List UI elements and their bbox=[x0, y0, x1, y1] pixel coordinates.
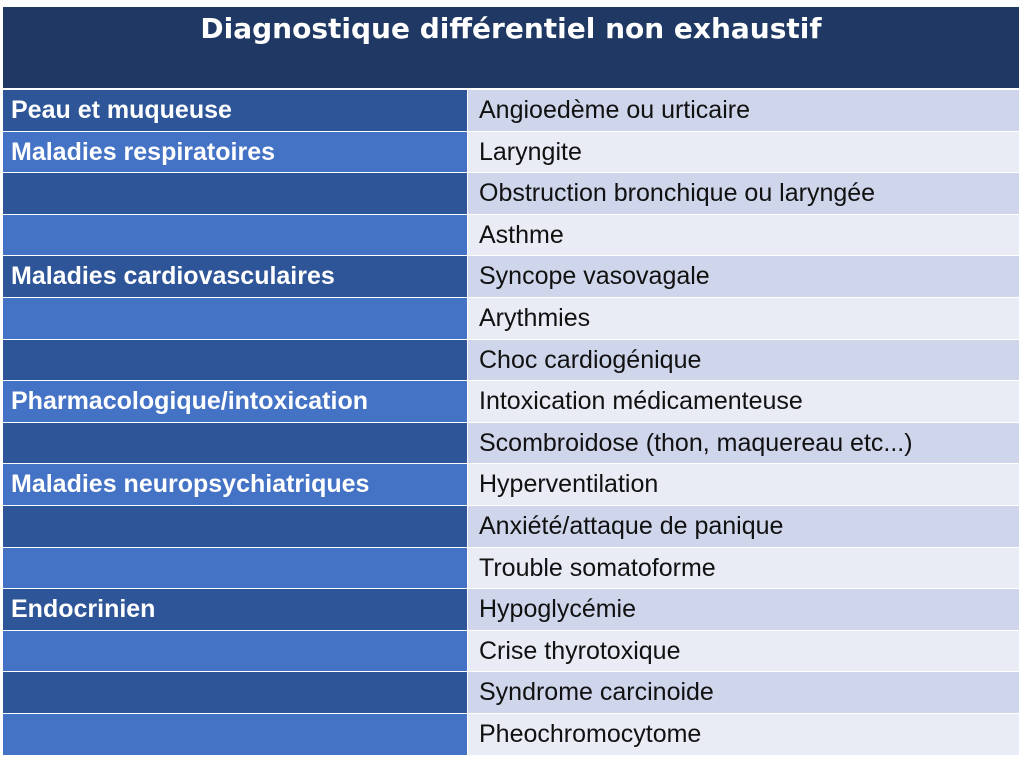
category-cell: Peau et muqueuse bbox=[3, 90, 468, 131]
table-row bbox=[3, 173, 1019, 215]
diagnosis-cell: Arythmies bbox=[468, 298, 1019, 339]
category-cell bbox=[3, 423, 468, 464]
category-cell bbox=[3, 714, 468, 755]
diagnosis-cell: Scombroidose (thon, maquereau etc...) bbox=[468, 423, 1019, 464]
category-cell: Maladies respiratoires bbox=[3, 132, 468, 173]
table-row bbox=[3, 631, 1019, 673]
diagnosis-cell: Trouble somatoforme bbox=[468, 548, 1019, 589]
table-title: Diagnostique différentiel non exhaustif bbox=[3, 7, 1019, 90]
table-row bbox=[3, 589, 1019, 631]
category-cell bbox=[3, 631, 468, 672]
diagnosis-cell: Anxiété/attaque de panique bbox=[468, 506, 1019, 547]
table-row bbox=[3, 672, 1019, 714]
diagnosis-cell: Obstruction bronchique ou laryngée bbox=[468, 173, 1019, 214]
category-cell: Endocrinien bbox=[3, 589, 468, 630]
category-cell: Pharmacologique/intoxication bbox=[3, 381, 468, 422]
diagnosis-cell: Crise thyrotoxique bbox=[468, 631, 1019, 672]
table-row bbox=[3, 506, 1019, 548]
category-cell bbox=[3, 548, 468, 589]
category-cell: Maladies cardiovasculaires bbox=[3, 256, 468, 297]
table-row bbox=[3, 298, 1019, 340]
diagnosis-cell: Choc cardiogénique bbox=[468, 340, 1019, 381]
table-row bbox=[3, 90, 1019, 132]
table-row bbox=[3, 215, 1019, 257]
category-cell bbox=[3, 340, 468, 381]
table-row bbox=[3, 132, 1019, 174]
diagnosis-cell: Hypoglycémie bbox=[468, 589, 1019, 630]
table-row bbox=[3, 714, 1019, 756]
diagnosis-cell: Pheochromocytome bbox=[468, 714, 1019, 755]
diagnosis-cell: Asthme bbox=[468, 215, 1019, 256]
diagnosis-cell: Angioedème ou urticaire bbox=[468, 90, 1019, 131]
category-cell bbox=[3, 672, 468, 713]
diagnosis-cell: Intoxication médicamenteuse bbox=[468, 381, 1019, 422]
table-body bbox=[3, 90, 1019, 756]
table-row bbox=[3, 548, 1019, 590]
table-row bbox=[3, 464, 1019, 506]
category-cell: Maladies neuropsychiatriques bbox=[3, 464, 468, 505]
table-row bbox=[3, 423, 1019, 465]
diagnosis-cell: Syndrome carcinoide bbox=[468, 672, 1019, 713]
table-row bbox=[3, 340, 1019, 382]
category-cell bbox=[3, 298, 468, 339]
table-row bbox=[3, 256, 1019, 298]
category-cell bbox=[3, 215, 468, 256]
diagnosis-cell: Laryngite bbox=[468, 132, 1019, 173]
category-cell bbox=[3, 506, 468, 547]
diagnosis-cell: Hyperventilation bbox=[468, 464, 1019, 505]
category-cell bbox=[3, 173, 468, 214]
table-row bbox=[3, 381, 1019, 423]
differential-diagnosis-table bbox=[3, 7, 1019, 756]
diagnosis-cell: Syncope vasovagale bbox=[468, 256, 1019, 297]
